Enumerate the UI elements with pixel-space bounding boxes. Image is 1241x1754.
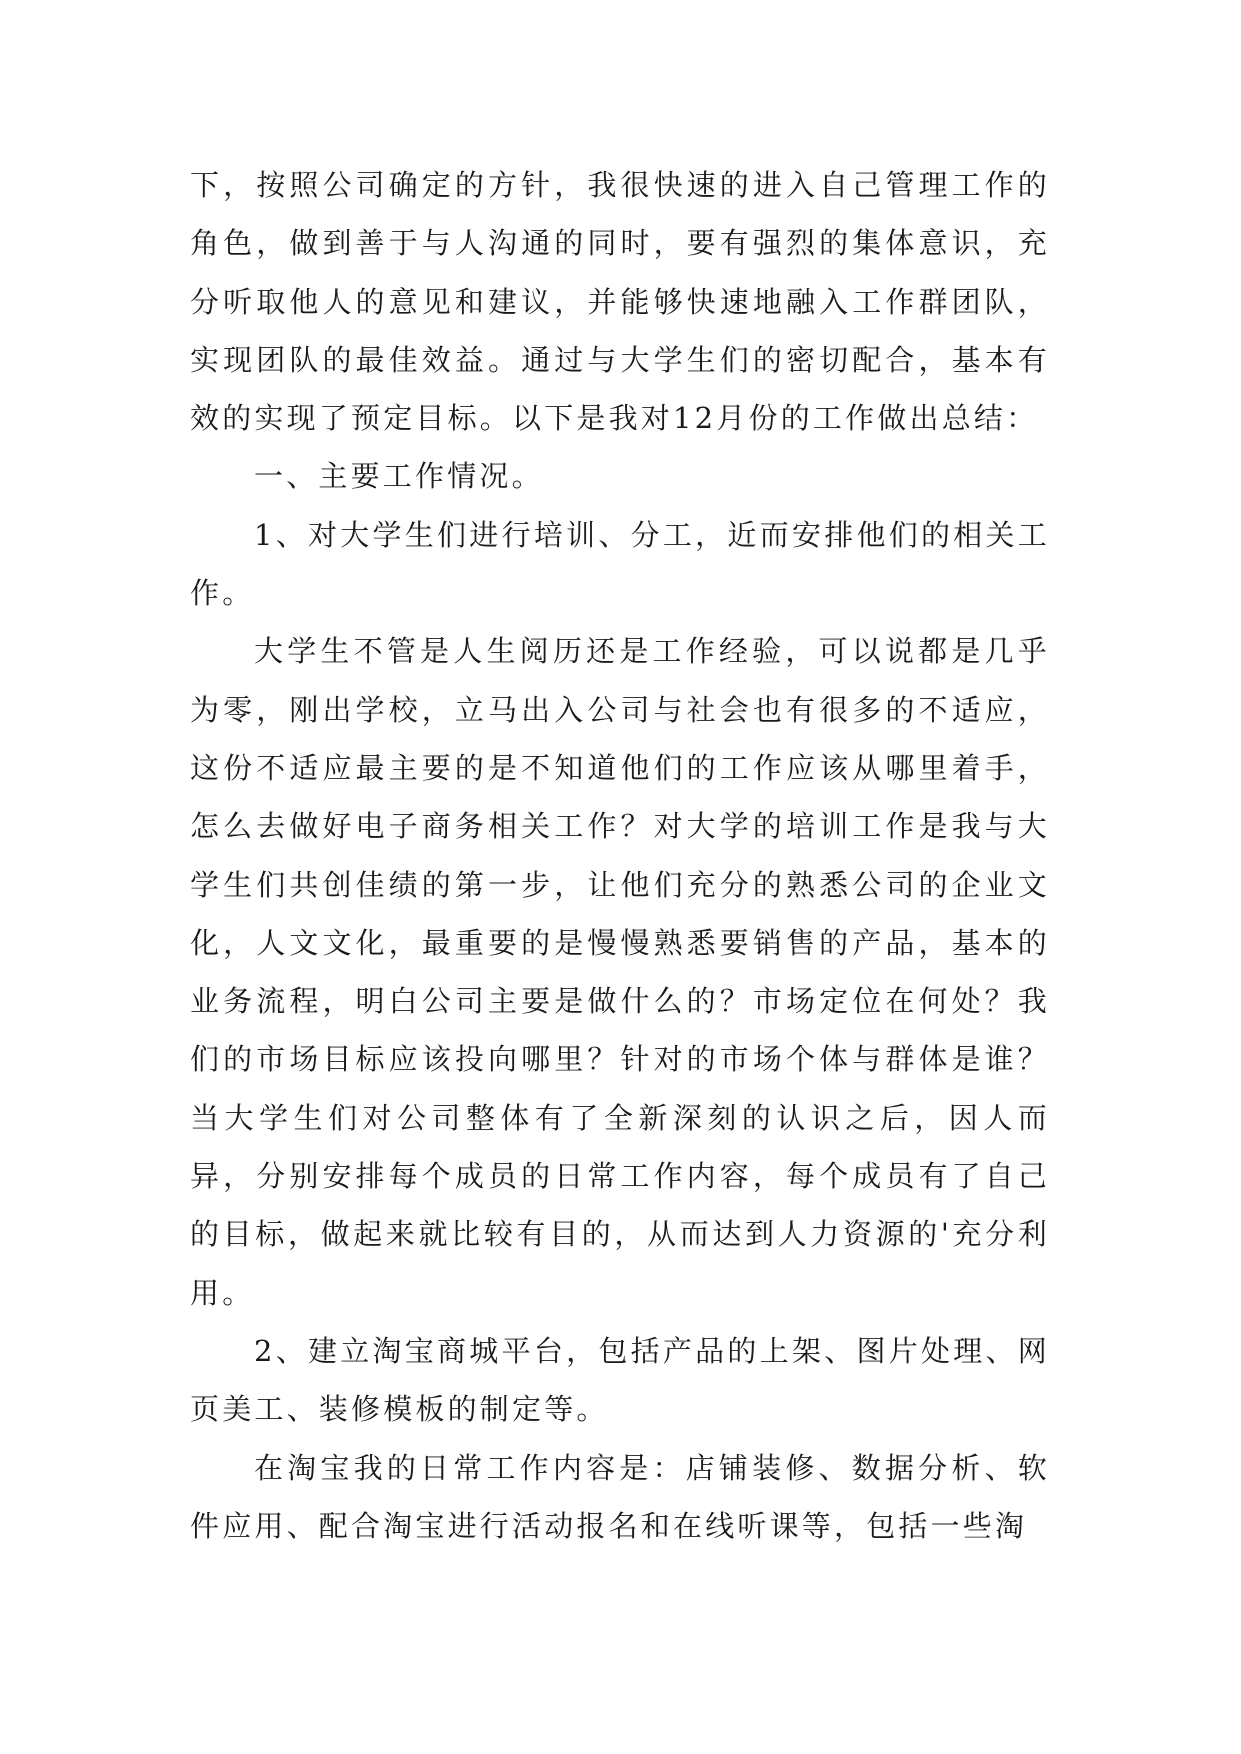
document-body (190, 156, 1050, 1555)
item-2-body: 在淘宝我的日常工作内容是：店铺装修、数据分析、软件应用、配合淘宝进行活动报名和在线听课等，包括一些淘 (190, 1450, 1050, 1543)
item-1-heading: 1、对大学生们进行培训、分工，近而安排他们的相关工作。 (190, 517, 1050, 611)
section-heading: 一、主要工作情况。 (254, 459, 544, 494)
continuation-paragraph: 下，按照公司确定的方针，我很快速的进入自己管理工作的角色，做到善于与人沟通的同时，要有强烈的集体意识，充分听取他人的意见和建议，并能够快速地融入工作群团队，实现团队的最佳效益。通过与大学生们的密切配合，基本有效的实现了预定目标。以下是我对12月份的工作做出总结： (190, 168, 1050, 436)
item-1-body: 大学生不管是人生阅历还是工作经验，可以说都是几乎为零，刚出学校，立马出入公司与社会也有很多的不适应，这份不适应最主要的是不知道他们的工作应该从哪里着手，怎么去做好电子商务相关工作？对大学的培训工作是我与大学生们共创佳绩的第一步，让他们充分的熟悉公司的企业文化，人文文化，最重要的是慢慢熟悉要销售的产品，基本的业务流程，明白公司主要是做什么的？市场定位在何处？我们的市场目标应该投向哪里？针对的市场个体与群体是谁？当大学生们对公司整体有了全新深刻的认识之后，因人而异，分别安排每个成员的日常工作内容，每个成员有了自己的目标，做起来就比较有目的，从而达到人力资源的'充分利用。 (190, 634, 1050, 1310)
item-2-heading: 2、建立淘宝商城平台，包括产品的上架、图片处理、网页美工、装修模板的制定等。 (190, 1333, 1050, 1427)
